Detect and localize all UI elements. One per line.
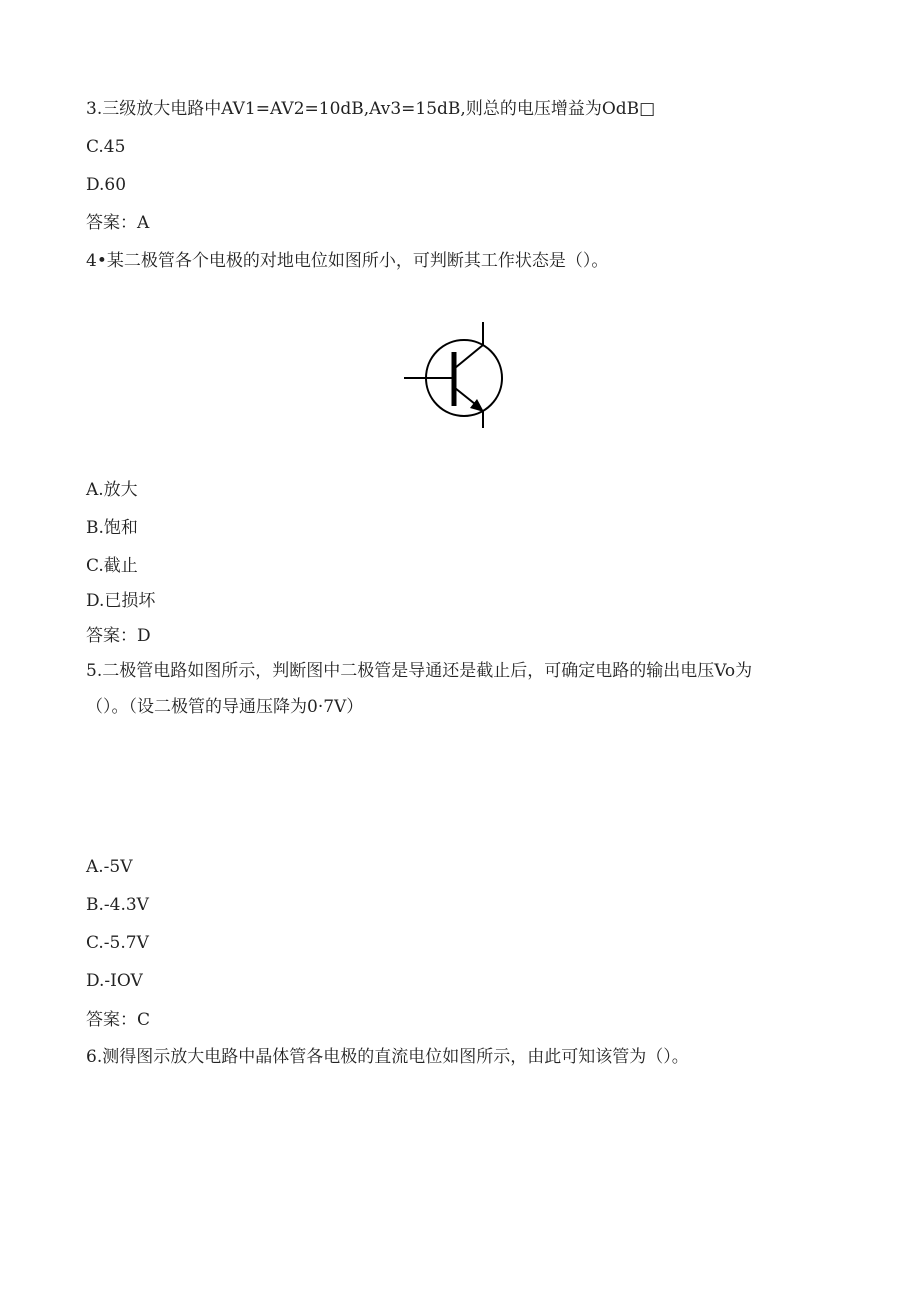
q4-stem: 4•某二极管各个电极的对地电位如图所小，可判断其工作状态是（）。 — [86, 251, 609, 271]
q3-option-d: D.60 — [86, 175, 127, 195]
q5-stem-line1: 5.二极管电路如图所示，判断图中二极管是导通还是截止后，可确定电路的输出电压Vo为 — [86, 661, 753, 681]
q4-option-d: D.已损坏 — [86, 591, 156, 611]
q3-option-c: C.45 — [86, 137, 126, 157]
q3-answer: 答案：A — [86, 213, 150, 233]
q5-stem-line2: （）。（设二极管的导通压降为0·7V） — [86, 697, 364, 717]
q5-option-a: A.-5V — [86, 857, 133, 877]
q5-option-b: B.-4.3V — [86, 895, 149, 915]
q3-stem: 3.三级放大电路中AV1=AV2=10dB,Av3=15dB,则总的电压增益为OdB□ — [86, 99, 656, 119]
q5-option-c: C.-5.7V — [86, 933, 149, 953]
q4-option-c: C.截止 — [86, 556, 138, 576]
q5-answer: 答案：C — [86, 1010, 151, 1030]
q5-option-d: D.-IOV — [86, 971, 143, 991]
q4-option-b: B.饱和 — [86, 518, 138, 538]
q6-stem: 6.测得图示放大电路中晶体管各电极的直流电位如图所示，由此可知该管为（）。 — [86, 1047, 689, 1067]
q4-option-a: A.放大 — [86, 480, 138, 500]
q4-answer: 答案：D — [86, 626, 151, 646]
npn-transistor-symbol-icon — [398, 320, 518, 430]
